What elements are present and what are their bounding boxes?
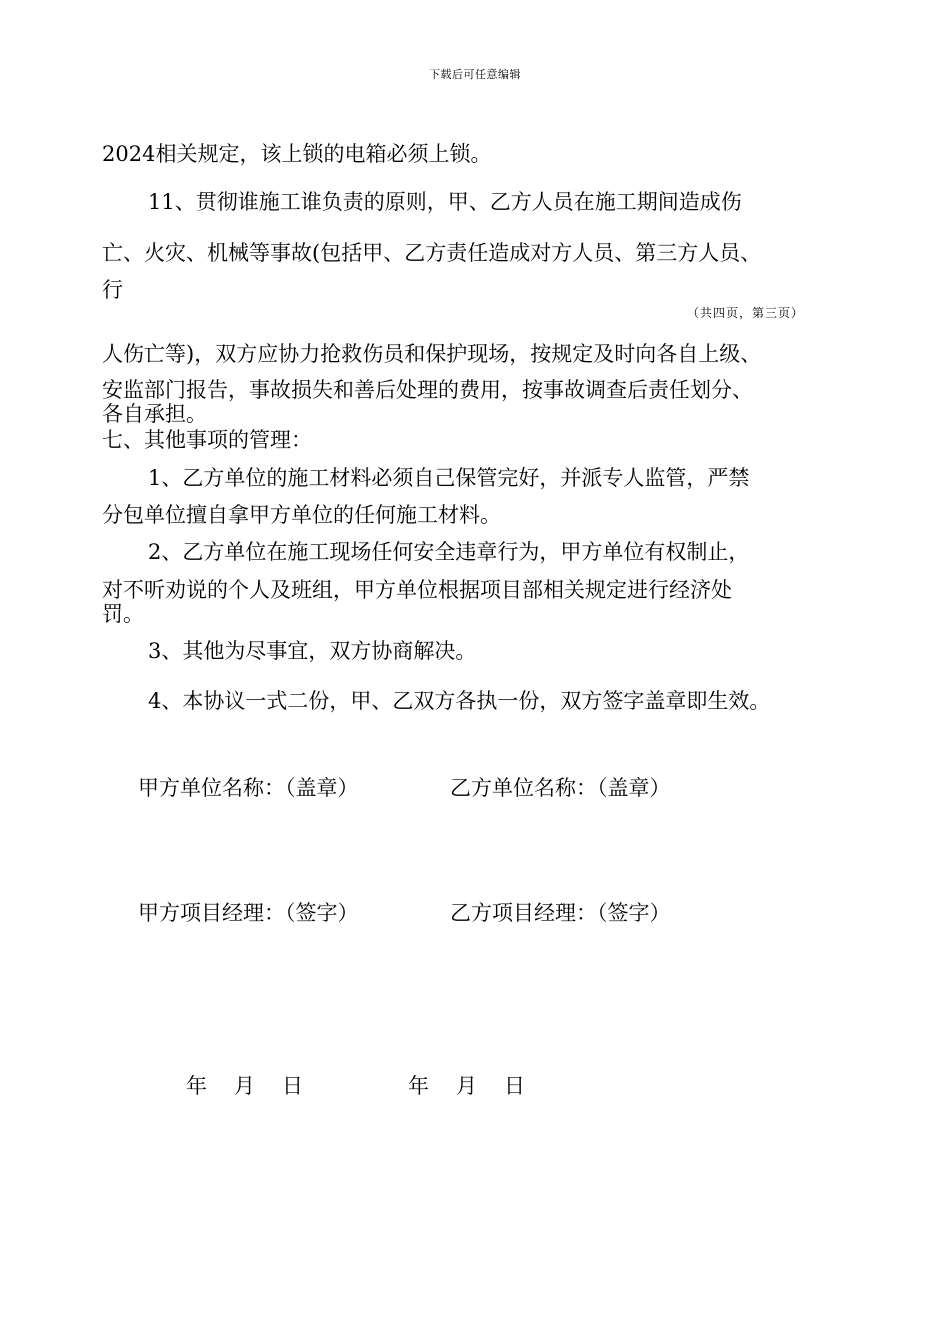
party-b-date-month: 月 [456,1074,477,1098]
paragraph-line-11: 2、乙方单位在施工现场任何安全违章行为，甲方单位有权制止， [148,540,750,564]
party-b-manager-signature: 乙方项目经理：（签字） [450,901,671,925]
party-a-date-day: 日 [282,1074,303,1098]
party-a-name-seal: 甲方单位名称：（盖章） [138,776,359,800]
page-marker: （共四页，第三页） [687,306,805,320]
paragraph-line-13: 罚。 [102,602,144,626]
paragraph-line-15: 4、本协议一式二份，甲、乙双方各执一份，双方签字盖章即生效。 [148,689,771,713]
paragraph-line-3: 亡、火灾、机械等事故(包括甲、乙方责任造成对方人员、第三方人员、 [102,241,762,265]
party-b-date-day: 日 [504,1074,525,1098]
party-a-date-month: 月 [234,1074,255,1098]
paragraph-line-14: 3、其他为尽事宜，双方协商解决。 [148,639,477,663]
paragraph-line-7: 各自承担。 [102,402,207,426]
paragraph-line-12: 对不听劝说的个人及班组，甲方单位根据项目部相关规定进行经济处 [102,578,732,602]
paragraph-line-10: 分包单位擅自拿甲方单位的任何施工材料。 [102,503,501,527]
paragraph-line-4: 行 [102,278,123,302]
paragraph-line-1: 2024相关规定，该上锁的电箱必须上锁。 [102,142,492,166]
paragraph-line-2: 11、贯彻谁施工谁负责的原则，甲、乙方人员在施工期间造成伤 [148,190,742,214]
party-b-name-seal: 乙方单位名称：（盖章） [450,776,671,800]
paragraph-line-9: 1、乙方单位的施工材料必须自己保管完好，并派专人监管，严禁 [148,466,750,490]
header-note: 下载后可任意编辑 [429,68,521,81]
paragraph-line-6: 安监部门报告，事故损失和善后处理的费用，按事故调查后责任划分、 [102,378,753,402]
party-b-date-year: 年 [408,1074,429,1098]
party-a-date-year: 年 [186,1074,207,1098]
party-a-manager-signature: 甲方项目经理：（签字） [138,901,359,925]
paragraph-line-5: 人伤亡等)，双方应协力抢救伤员和保护现场，按规定及时向各自上级、 [102,342,762,366]
section-heading-other-matters: 七、其他事项的管理： [102,428,312,452]
